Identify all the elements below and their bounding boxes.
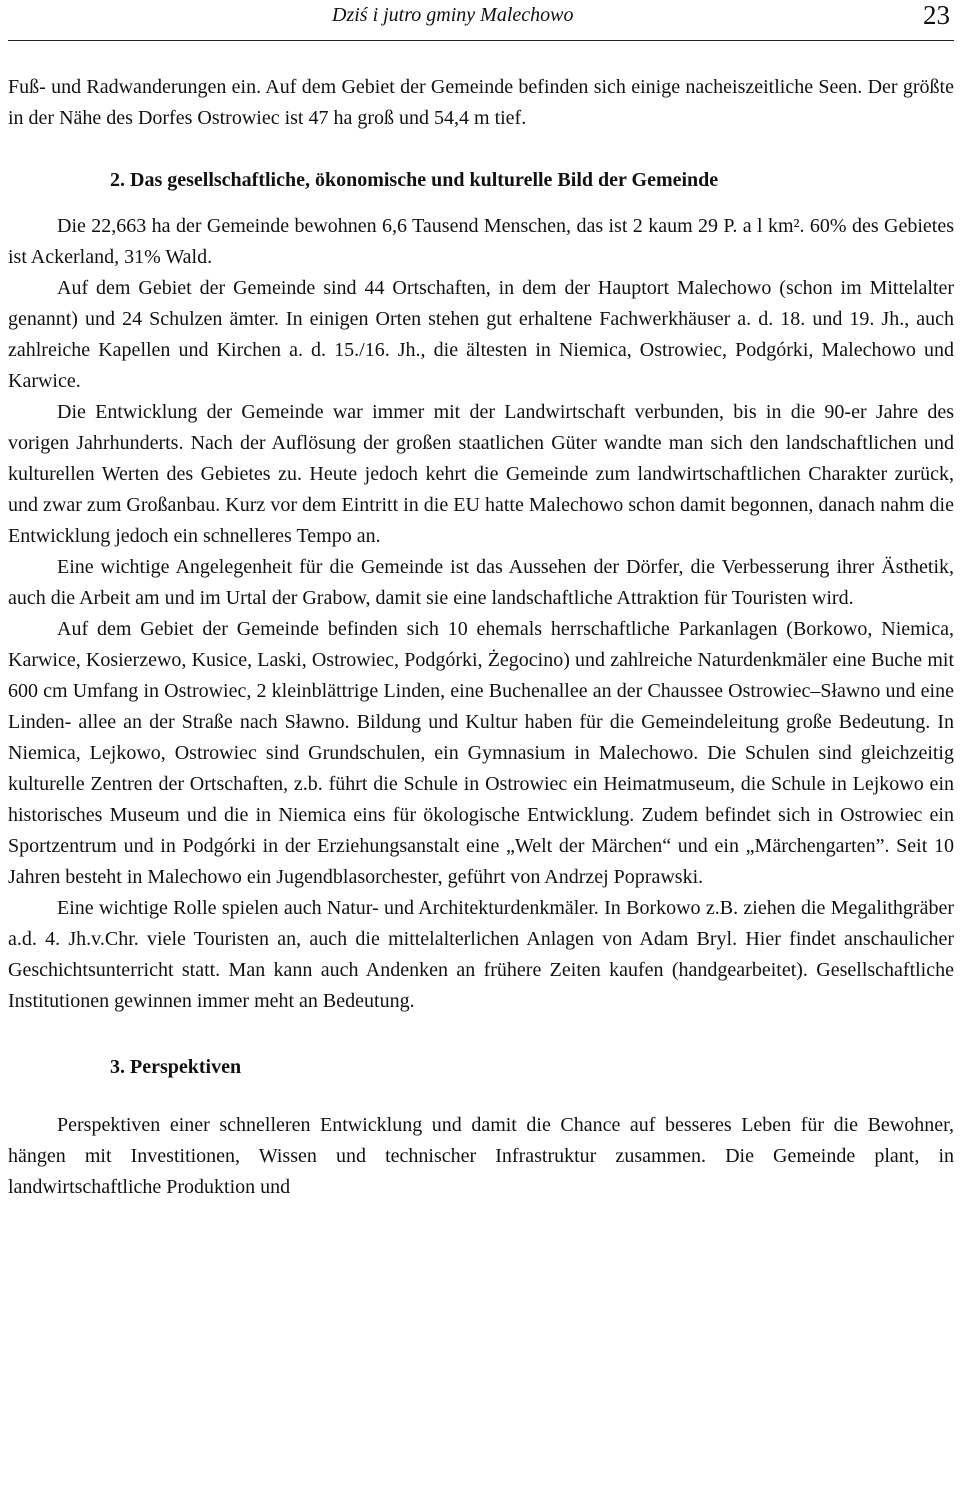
paragraph-intro: Fuß- und Radwanderungen ein. Auf dem Gebiet der Gemeinde befinden sich einige nacheiszeitliche Seen. Der größte in der Nähe des Dorfes Ostrowiec ist 47 ha groß und 54,4 m tief. [8,76,954,129]
page-header [8,0,954,41]
section-heading-3: 3. Perspektiven [110,1056,242,1078]
section-heading-2: 2. Das gesellschaftliche, ökonomische und kulturelle Bild der Gemeinde [110,169,719,191]
paragraph-perspectives: Perspektiven einer schnelleren Entwicklung und damit die Chance auf besseres Leben für die Bewohner, hängen mit Investitionen, Wissen und technischer Infrastruktur zusammen. Die Gemeinde plant, in landwirtschaftliche Produktion und [8,1114,954,1198]
paragraph-agriculture: Die Entwicklung der Gemeinde war immer mit der Landwirtschaft verbunden, bis in die 90-er Jahre des vorigen Jahrhunderts. Nach der Auflösung der großen staatlichen Güter wandte man sich den landschaftlichen und kulturellen Werten des Gebietes zu. Heute jedoch kehrt die Gemeinde zum landwirtschaftlichen Charakter zurück, und zwar zum Großanbau. Kurz vor dem Eintritt in die EU hatte Malechowo schon damit begonnen, danach nahm die Entwicklung jedoch ein schnelleres Tempo an. [8,401,954,547]
page-number: 23 [923,0,950,30]
document-page [8,0,954,1501]
paragraph-parks-schools: Auf dem Gebiet der Gemeinde befinden sich 10 ehemals herrschaftliche Parkanlagen (Borkowo, Niemica, Karwice, Kosierzewo, Kusice, Laski, Ostrowiec, Podgórki, Żegocino) und zahlreiche Naturdenkmäler eine Buche mit 600 cm Umfang in Ostrowiec, 2 kleinblättrige Linden, eine Buchenallee an der Chaussee Ostrowiec–Sławno und eine Linden- allee an der Straße nach Sławno. Bildung und Kultur haben für die Gemeindeleitung große Bedeutung. In Niemica, Lejkowo, Ostrowiec sind Grundschulen, ein Gymnasium in Malechowo. Die Schulen sind gleichzeitig kulturelle Zentren der Ortschaften, z.b. führt die Schule in Ostrowiec ein Heimatmuseum, die Schule in Lejkowo ein historisches Museum und die in Niemica eins für ökologische Entwicklung. Zudem befindet sich in Ostrowiec ein Sportzentrum und in Podgórki in der Erziehungsanstalt eine „Welt der Märchen“ und ein „Märchengarten”. Seit 10 Jahren besteht in Malechowo ein Jugendblasorchester, geführt von Andrzej Poprawski. [8,618,954,888]
paragraph-villages: Eine wichtige Angelegenheit für die Gemeinde ist das Aussehen der Dörfer, die Verbesserung ihrer Ästhetik, auch die Arbeit am und im Urtal der Grabow, damit sie eine landschaftliche Attraktion für Touristen wird. [8,556,954,609]
body-text [8,72,954,1203]
paragraph-monuments: Eine wichtige Rolle spielen auch Natur- und Architekturdenkmäler. In Borkowo z.B. ziehen die Megalithgräber a.d. 4. Jh.v.Chr. viele Touristen an, auch die mittelalterlichen Anlagen von Adam Bryl. Hier findet anschaulicher Geschichtsunterricht statt. Man kann auch Andenken an frühere Zeiten kaufen (handgearbeitet). Gesellschaftliche Institutionen gewinnen immer meht an Bedeutung. [8,897,954,1012]
paragraph-population: Die 22,663 ha der Gemeinde bewohnen 6,6 Tausend Menschen, das ist 2 kaum 29 P. a l km². 60% des Gebietes ist Ackerland, 31% Wald. [8,215,954,268]
running-title: Dziś i jutro gminy Malechowo [332,4,574,26]
paragraph-settlements: Auf dem Gebiet der Gemeinde sind 44 Ortschaften, in dem der Hauptort Malechowo (schon im Mittelalter genannt) und 24 Schulzen ämter. In einigen Orten stehen gut erhaltene Fachwerkhäuser a. d. 18. und 19. Jh., auch zahlreiche Kapellen und Kirchen a. d. 15./16. Jh., die ältesten in Niemica, Ostrowiec, Podgórki, Malechowo und Karwice. [8,277,954,392]
